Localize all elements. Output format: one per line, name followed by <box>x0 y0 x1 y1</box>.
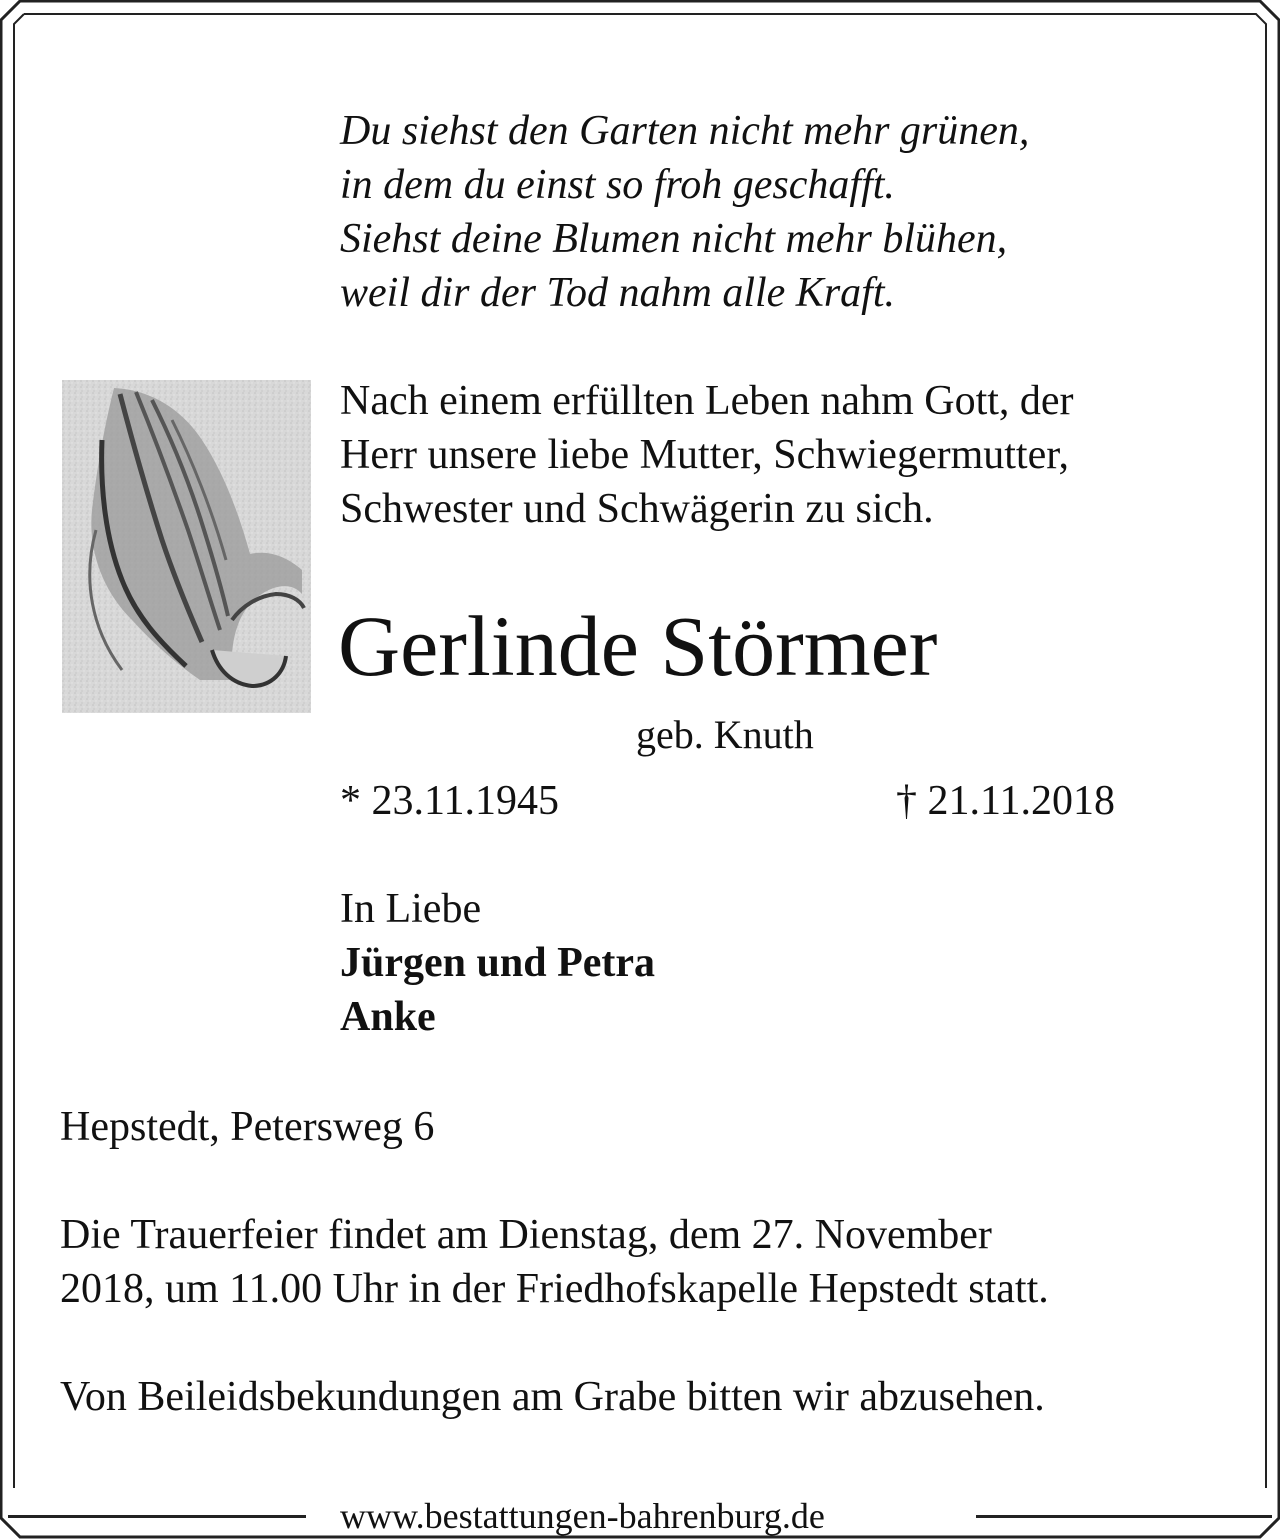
deceased-name: Gerlinde Störmer <box>338 598 938 694</box>
intro-line: Schwester und Schwägerin zu sich. <box>340 486 934 532</box>
service-line: Die Trauerfeier findet am Dienstag, dem 27. November <box>60 1212 992 1258</box>
footer-url[interactable]: www.bestattungen-bahrenburg.de <box>340 1496 825 1536</box>
footer <box>0 1496 1280 1536</box>
signers-intro: In Liebe <box>340 886 482 932</box>
maiden-name: geb. Knuth <box>636 712 814 757</box>
address: Hepstedt, Petersweg 6 <box>60 1104 435 1150</box>
signer-name: Jürgen und Petra <box>340 940 655 986</box>
poem-line: in dem du einst so froh geschafft. <box>340 162 895 208</box>
footer-divider-right <box>976 1515 1272 1518</box>
birth-date: * 23.11.1945 <box>340 778 559 824</box>
service-line: 2018, um 11.00 Uhr in der Friedhofskapelle Hepstedt statt. <box>60 1266 1049 1312</box>
service-info <box>60 1208 1049 1316</box>
condolence-note: Von Beileidsbekundungen am Grabe bitten wir abzusehen. <box>60 1374 1045 1420</box>
signer-name: Anke <box>340 994 436 1040</box>
intro-line: Nach einem erfüllten Leben nahm Gott, der <box>340 378 1074 424</box>
footer-divider-left <box>8 1515 306 1518</box>
death-date: † 21.11.2018 <box>896 778 1115 824</box>
poem-line: Du siehst den Garten nicht mehr grünen, <box>340 108 1030 154</box>
signers <box>340 882 655 1044</box>
poem-line: weil dir der Tod nahm alle Kraft. <box>340 270 896 316</box>
praying-hands-icon <box>62 380 311 713</box>
poem-line: Siehst deine Blumen nicht mehr blühen, <box>340 216 1008 262</box>
poem-verse <box>340 104 1029 320</box>
intro-line: Herr unsere liebe Mutter, Schwiegermutter, <box>340 432 1070 478</box>
intro-text <box>340 374 1074 536</box>
